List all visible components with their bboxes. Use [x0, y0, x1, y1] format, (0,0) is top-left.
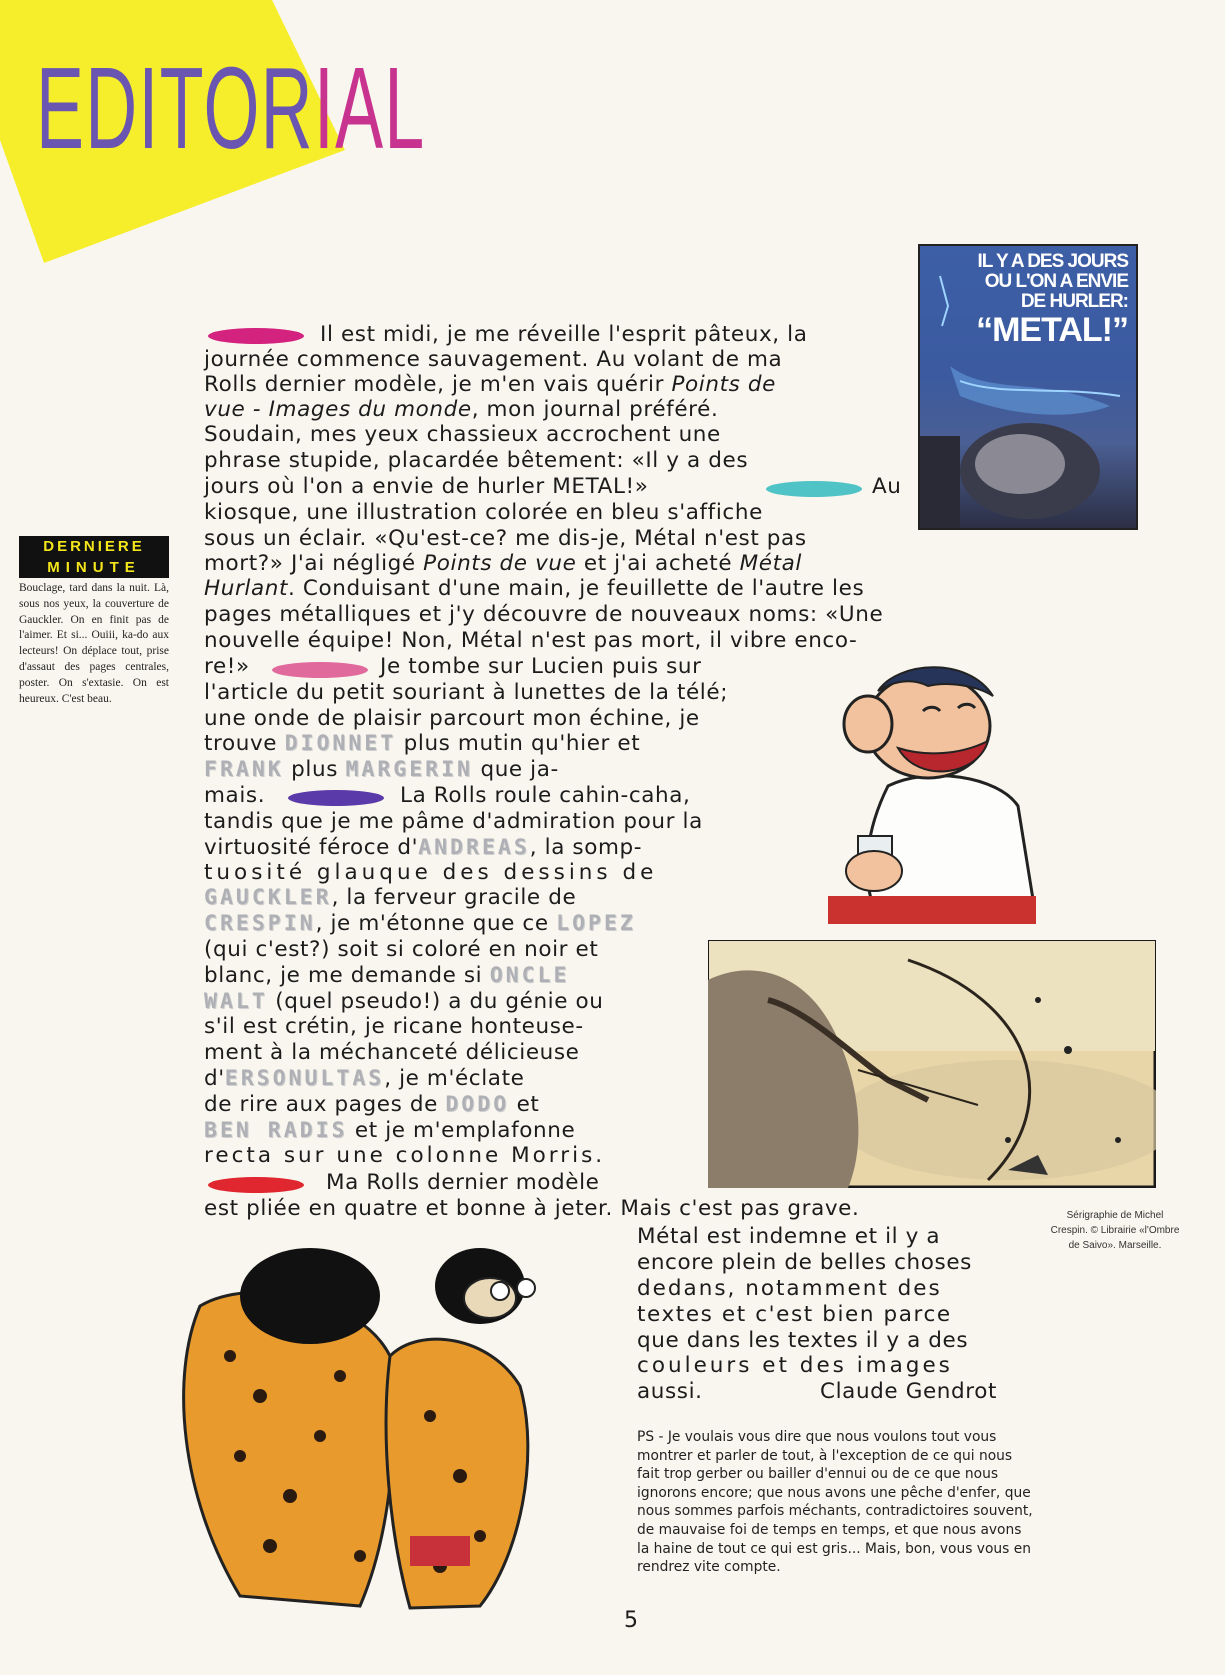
author-name: LOPEZ: [556, 911, 636, 936]
text-line: une onde de plaisir parcourt mon échine, je: [204, 706, 700, 731]
text-line: recta sur une colonne Morris.: [204, 1143, 606, 1168]
author-name: ONCLE: [489, 963, 570, 988]
derniere-minute-title-1: DERNIERE: [19, 536, 169, 557]
text-line: tuosité glauque des dessins de: [204, 860, 658, 885]
text-line: journée commence sauvagement. Au volant de ma: [204, 347, 783, 372]
text-line: CRESPIN, je m'étonne que ce LOPEZ: [204, 911, 636, 936]
text-line: l'article du petit souriant à lunettes de la télé;: [204, 680, 729, 705]
text-line: sous un éclair. «Qu'est-ce? me dis-je, Métal n'est pas: [204, 526, 807, 551]
author-name: GAUCKLER: [204, 885, 332, 910]
brush-swash-cyan: [764, 478, 864, 500]
text-line: trouve DIONNET plus mutin qu'hier et: [204, 731, 641, 756]
author-name: ANDREAS: [418, 835, 530, 860]
text-line: dedans, notamment des: [637, 1276, 942, 1301]
cartoon-dogs: [160, 1236, 612, 1628]
text-line: encore plein de belles choses: [637, 1250, 972, 1275]
brush-swash-red: [206, 1174, 306, 1196]
text-line: que dans les textes il y a des: [637, 1328, 969, 1353]
text-line: d'ERSONULTAS, je m'éclate: [204, 1066, 525, 1091]
brush-swash-pink: [270, 659, 370, 681]
derniere-minute-title-2: MINUTE: [19, 557, 169, 578]
text-line: mais. La Rolls roule cahin-caha,: [204, 783, 691, 808]
serigraphy-illustration: [708, 940, 1156, 1188]
text-line: BEN RADIS et je m'emplafonne: [204, 1118, 576, 1143]
text-line: ment à la méchanceté délicieuse: [204, 1040, 580, 1065]
text-line: Ma Rolls dernier modèle: [326, 1170, 600, 1195]
brush-swash-magenta: [206, 325, 306, 347]
text-line: Soudain, mes yeux chassieux accrochent une: [204, 422, 721, 447]
brush-swash-purple: [286, 787, 386, 809]
author-name: DODO: [445, 1092, 510, 1117]
text-line: Hurlant. Conduisant d'une main, je feuillette de l'autre les: [204, 576, 865, 601]
text-line: tandis que je me pâme d'admiration pour la: [204, 809, 703, 834]
text-line: kiosque, une illustration colorée en bleu s'affiche: [204, 500, 763, 525]
text-line: Il est midi, je me réveille l'esprit pâteux, la: [320, 322, 808, 347]
text-line: s'il est crétin, je ricane honteuse-: [204, 1014, 584, 1039]
text-line: textes et c'est bien parce: [637, 1302, 952, 1327]
author-signature: Claude Gendrot: [820, 1379, 998, 1404]
author-name: DIONNET: [284, 731, 397, 756]
text-line: Rolls dernier modèle, je m'en vais quérir Points de: [204, 372, 776, 397]
text-line: GAUCKLER, la ferveur gracile de: [204, 885, 577, 910]
text-line: pages métalliques et j'y découvre de nouveaux noms: «Une: [204, 602, 884, 627]
derniere-minute-text: Bouclage, tard dans la nuit. Là, sous nos yeux, la couverture de Gauckler. On en finit pas de l'aimer. Et si... Ouiii, ka-do aux lecteurs! On déplace tout, prise d'assaut des pages centrales, poster. On s'extasie. On est heureux. C'est beau.: [19, 582, 169, 705]
text-line: virtuosité féroce d'ANDREAS, la somp-: [204, 835, 643, 860]
derniere-minute-box: [19, 536, 169, 707]
author-name: CRESPIN: [204, 911, 316, 936]
illustration-credit: Sérigraphie de Michel Crespin. © Librairie «l'Ombre de Saivo». Marseille.: [1050, 1210, 1180, 1251]
text-line: aussi. Claude Gendrot: [637, 1379, 998, 1404]
author-name: WALT: [204, 989, 268, 1014]
page-number: 5: [624, 1608, 638, 1633]
text-line: phrase stupide, placardée bêtement: «Il y a des: [204, 448, 749, 473]
cartoon-lucien: [828, 656, 1036, 926]
text-line: est pliée en quatre et bonne à jeter. Mais c'est pas grave.: [204, 1196, 860, 1221]
text-line: re!» Je tombe sur Lucien puis sur: [204, 654, 702, 679]
text-line: Métal est indemne et il y a: [637, 1224, 941, 1249]
text-line: mort?» J'ai négligé Points de vue et j'ai acheté Métal: [204, 551, 802, 576]
cover-thumbnail: [918, 244, 1138, 530]
author-name: BEN RADIS: [204, 1118, 348, 1143]
text-line: FRANK plus MARGERIN que ja-: [204, 757, 559, 782]
author-name: FRANK: [204, 757, 284, 782]
author-name: ERSONULTAS: [224, 1066, 385, 1091]
text-line: jours où l'on a envie de hurler METAL!» Au: [204, 474, 902, 499]
text-line: (qui c'est?) soit si coloré en noir et: [204, 937, 599, 962]
text-line: blanc, je me demande si ONCLE: [204, 963, 570, 988]
page-title: EDITORIAL: [36, 43, 426, 173]
postscript-note: PS - Je voulais vous dire que nous voulons tout vous montrer et parler de tout, à l'exception de ce qui nous fait trop gerber ou bailler d'ennui ou de ce que nous ignorons encore; que nous avons une pêche d'enfer, que nous sommes parfois méchants, contradictoires souvent, de mauvaise foi de temps en temps, et que nous avons la haine de tout ce qui est gris... Mais, bon, vous vous en rendrez vite compte.: [637, 1429, 1033, 1576]
text-line: de rire aux pages de DODO et: [204, 1092, 540, 1117]
text-line: couleurs et des images: [637, 1353, 953, 1378]
text-line: nouvelle équipe! Non, Métal n'est pas mort, il vibre enco-: [204, 628, 858, 653]
author-name: MARGERIN: [345, 757, 474, 782]
text-line: WALT (quel pseudo!) a du génie ou: [204, 989, 604, 1014]
cover-headline: IL Y A DES JOURS OU L'ON A ENVIE DE HURLER: “METAL!”: [976, 251, 1128, 349]
text-line: vue - Images du monde, mon journal préféré.: [204, 397, 719, 422]
